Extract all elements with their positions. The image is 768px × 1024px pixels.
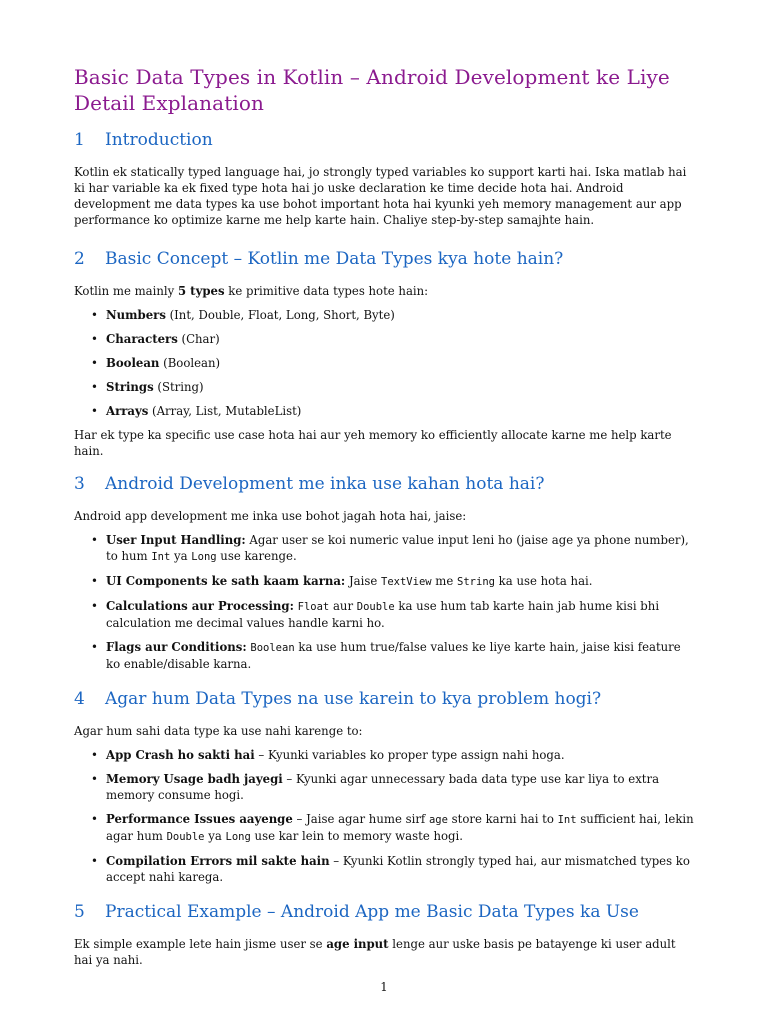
paragraph: Kotlin ek statically typed language hai, jo strongly typed variables ko support karti hai. Iska matlab hai ki har variable ka ek fixed type hota hai jo uske declaration ke time decide hota hai. Android development me data types ka use bohot important hota hai kyunki yeh memory management aur app performance ko optimize karne me help karte hain. Chaliye step-by-step samajhte hain. [74, 165, 687, 227]
text-run: – Jaise agar hume sirf [292, 812, 429, 826]
section-android-usage [74, 473, 696, 672]
inline-code: Int [557, 814, 577, 826]
bold-text: Numbers [106, 308, 166, 322]
section-problems [74, 688, 696, 885]
section-number: 1 [74, 130, 85, 150]
bold-text: 5 types [177, 284, 225, 298]
paragraph: Agar hum sahi data type ka use nahi karenge to: [74, 724, 363, 738]
bold-text: Strings [106, 380, 154, 394]
inline-code: age [428, 814, 448, 826]
list-item [74, 532, 696, 565]
bullet-icon: • [91, 404, 98, 418]
bold-text: Memory Usage badh jayegi [106, 772, 283, 786]
paragraph: Android app development me inka use bohot jagah hota hai, jaise: [74, 509, 467, 523]
text-run: (Array, List, MutableList) [148, 404, 302, 418]
inline-code: TextView [381, 576, 432, 588]
text-run: ya [204, 829, 226, 843]
text-run: ka use hum tab karte hain jab hume kisi bhi calculation me decimal values handle karni ho. [106, 599, 660, 630]
list-item [74, 853, 696, 885]
section-title: Introduction [105, 130, 213, 150]
list-item [74, 771, 696, 803]
list-item [74, 639, 696, 672]
text-run: me [431, 574, 458, 588]
section-heading [74, 473, 696, 495]
inline-code: Double [166, 831, 205, 843]
bold-text: Characters [106, 332, 178, 346]
bullet-icon: • [91, 599, 98, 613]
text-run: store karni hai to [447, 812, 558, 826]
section-number: 5 [74, 902, 85, 922]
text-run: (Boolean) [159, 356, 221, 370]
text-run: ya [170, 549, 192, 563]
bullet-list [74, 307, 696, 419]
inline-code: Double [356, 601, 395, 613]
section-title: Agar hum Data Types na use karein to kya problem hogi? [105, 689, 602, 709]
bullet-icon: • [91, 640, 98, 654]
bullet-icon: • [91, 574, 98, 588]
document-title: Basic Data Types in Kotlin – Android Development ke Liye Detail Explanation [74, 65, 670, 115]
text-run: ka use hum true/false values ke liye karte hain, jaise kisi feature ko enable/disable karna. [106, 640, 681, 671]
bullet-icon: • [91, 380, 98, 394]
section-heading [74, 901, 696, 923]
bold-text: UI Components ke sath kaam karna: [106, 574, 346, 588]
list-item [74, 747, 696, 763]
bold-text: Performance Issues aayenge [106, 812, 293, 826]
bullet-icon: • [91, 772, 98, 786]
text-run: (String) [153, 380, 204, 394]
section-title: Practical Example – Android App me Basic Data Types ka Use [105, 902, 639, 922]
section-heading [74, 129, 696, 151]
text-run: use karenge. [216, 549, 297, 563]
bold-text: Calculations aur Processing: [106, 599, 294, 613]
list-item [74, 331, 696, 347]
list-item [74, 355, 696, 371]
list-item [74, 403, 696, 419]
text-run: Agar user se koi numeric value input leni ho (jaise age ya phone number), to hum [106, 533, 689, 563]
section-basic-concept [74, 248, 696, 459]
inline-code: String [457, 576, 495, 588]
text-run: – Kyunki Kotlin strongly typed hai, aur mismatched types ko accept nahi karega. [106, 854, 690, 884]
inline-code: Int [151, 551, 171, 563]
bullet-icon: • [91, 748, 98, 762]
paragraph [74, 936, 696, 968]
text-run: ke primitive data types hote hain: [224, 284, 429, 298]
bullet-icon: • [91, 854, 98, 868]
bold-text: User Input Handling: [106, 533, 246, 547]
inline-code: Long [225, 831, 251, 843]
text-run: – Kyunki variables ko proper type assign nahi hoga. [254, 748, 565, 762]
bullet-list [74, 532, 696, 672]
text-run: (Char) [177, 332, 220, 346]
section-number: 3 [74, 474, 85, 494]
inline-code: Boolean [250, 642, 295, 654]
bullet-icon: • [91, 332, 98, 346]
section-title: Android Development me inka use kahan hota hai? [105, 474, 545, 494]
text-run: (Int, Double, Float, Long, Short, Byte) [165, 308, 395, 322]
text-run: Jaise [345, 574, 382, 588]
list-item [74, 811, 696, 845]
text-run: Kotlin me mainly [74, 284, 178, 298]
bold-text: age input [326, 937, 389, 951]
text-run: ka use hota hai. [494, 574, 593, 588]
bold-text: App Crash ho sakti hai [106, 748, 255, 762]
text-run: Ek simple example lete hain jisme user se [74, 937, 327, 951]
bold-text: Compilation Errors mil sakte hain [106, 854, 330, 868]
bold-text: Boolean [106, 356, 160, 370]
bullet-icon: • [91, 308, 98, 322]
bullet-icon: • [91, 356, 98, 370]
text-run: – Kyunki agar unnecessary bada data type use kar liya to extra memory consume hogi. [106, 772, 660, 802]
bullet-list [74, 747, 696, 885]
inline-code: Float [297, 601, 330, 613]
list-item [74, 379, 696, 395]
section-introduction [74, 129, 696, 228]
section-practical-example [74, 901, 696, 968]
text-run: aur [329, 599, 357, 613]
bold-text: Flags aur Conditions: [106, 640, 247, 654]
text-run: use kar lein to memory waste hogi. [250, 829, 463, 843]
bullet-icon: • [91, 812, 98, 826]
text-run: sufficient hai, lekin agar hum [106, 812, 694, 843]
list-item [74, 573, 696, 590]
section-number: 4 [74, 689, 85, 709]
inline-code: Long [191, 551, 217, 563]
section-number: 2 [74, 249, 85, 269]
list-item [74, 598, 696, 631]
page-content [74, 64, 696, 968]
page-number: 1 [380, 980, 388, 994]
text-run: lenge aur uske basis pe batayenge ki user adult hai ya nahi. [74, 937, 676, 967]
paragraph [74, 283, 696, 299]
bullet-icon: • [91, 533, 98, 547]
paragraph: Har ek type ka specific use case hota hai aur yeh memory ko efficiently allocate karne me help karte hain. [74, 428, 672, 458]
bold-text: Arrays [106, 404, 149, 418]
section-heading [74, 248, 696, 270]
list-item [74, 307, 696, 323]
section-heading [74, 688, 696, 710]
section-title: Basic Concept – Kotlin me Data Types kya hote hain? [105, 249, 564, 269]
